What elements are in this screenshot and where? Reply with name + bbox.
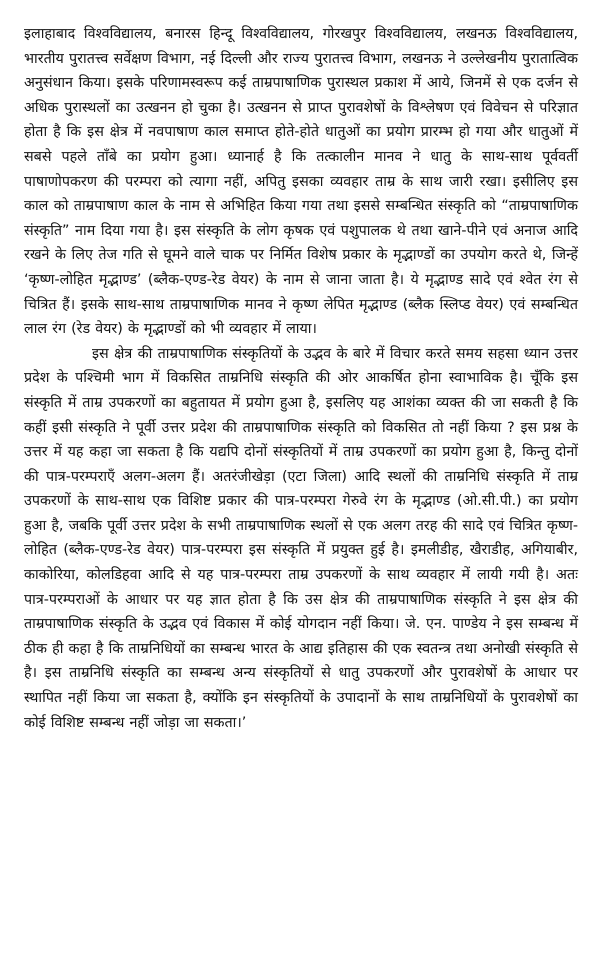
paragraph-intro: इलाहाबाद विश्वविद्यालय, बनारस हिन्दू विश्वविद्यालय, गोरखपुर विश्वविद्यालय, लखनऊ विश्वविद्यालय, भारतीय पुरातत्त्व सर्वेक्षण विभाग, नई दिल्ली और राज्य पुरातत्त्व विभाग, लखनऊ ने उल्लेखनीय पुरातात्विक अनुसंधान किया। इसके परिणामस्वरूप कई ताम्रपाषाणिक पुरास्थल प्रकाश में आये, जिनमें से एक दर्जन से अधिक पुरास्थलों का उत्खनन हो चुका है। उत्खनन से प्राप्त पुरावशेषों के विश्लेषण एवं विवेचन से परिज्ञात होता है कि इस क्षेत्र में नवपाषाण काल समाप्त होते-होते धातुओं का प्रयोग प्रारम्भ हो गया और धातुओं में सबसे पहले ताँबे का प्रयोग हुआ। ध्यानार्ह है कि तत्कालीन मानव ने धातु के साथ-साथ पूर्ववर्ती पाषाणोपकरण की परम्परा को त्यागा नहीं, अपितु इसका व्यवहार ताम्र के साथ जारी रखा। इसीलिए इस काल को ताम्रपाषाण काल के नाम से अभिहित किया गया तथा इससे सम्बन्धित संस्कृति को “ताम्रपाषाणिक संस्कृति” नाम दिया गया है। इस संस्कृति के लोग कृषक एवं पशुपालक थे तथा खाने-पीने एवं अनाज आदि रखने के लिए तेज गति से घूमने वाले चाक पर निर्मित विशेष प्रकार के मृद्भाण्डों का उपयोग करते थे, जिन्हें ‘कृष्ण-लोहित मृद्भाण्ड’ (ब्लैक-एण्ड-रेड वेयर) के नाम से जाना जाता है। ये मृद्भाण्ड सादे एवं श्वेत रंग से चित्रित हैं। इसके साथ-साथ ताम्रपाषाणिक मानव ने कृष्ण लेपित मृद्भाण्ड (ब्लैक स्लिप्ड वेयर) एवं सम्बन्धित लाल रंग (रेड वेयर) के मृद्भाण्डों को भी व्यवहार में लाया। — [24, 26, 578, 338]
paragraph-origin-discussion: इस क्षेत्र की ताम्रपाषाणिक संस्कृतियों के उद्भव के बारे में विचार करते समय सहसा ध्यान उत्तर प्रदेश के पश्चिमी भाग में विकसित ताम्रनिधि संस्कृति की ओर आकर्षित होना स्वाभाविक है। चूँकि इस संस्कृति में ताम्र उपकरणों का बहुतायत में प्रयोग हुआ है, इसलिए यह आशंका व्यक्त की जा सकती है कि कहीं इसी संस्कृति ने पूर्वी उत्तर प्रदेश की ताम्रपाषाणिक संस्कृति को विकसित तो नहीं किया ? इस प्रश्न के उत्तर में यह कहा जा सकता है कि यद्यपि दोनों संस्कृतियों में ताम्र उपकरणों का प्रयोग हुआ है, किन्तु दोनों की पात्र-परम्पराएँ अलग-अलग हैं। अतरंजीखेड़ा (एटा जिला) आदि स्थलों की ताम्रनिधि संस्कृति में ताम्र उपकरणों के साथ-साथ एक विशिष्ट प्रकार की पात्र-परम्परा गेरुवे रंग के मृद्भाण्ड (ओ.सी.पी.) का प्रयोग हुआ है, जबकि पूर्वी उत्तर प्रदेश के सभी ताम्रपाषाणिक स्थलों से एक अलग तरह की सादे एवं चित्रित कृष्ण-लोहित (ब्लैक-एण्ड-रेड वेयर) पात्र-परम्परा इस संस्कृति में प्रयुक्त हुई है। इमलीडीह, खैराडीह, अगियाबीर, काकोरिया, कोलडिहवा आदि से यह पात्र-परम्परा ताम्र उपकरणों के साथ व्यवहार में लायी गयी है। अतः पात्र-परम्पराओं के आधार पर यह ज्ञात होता है कि उस क्षेत्र की ताम्रपाषाणिक संस्कृति ने इस क्षेत्र की ताम्रपाषाणिक संस्कृति के उद्भव एवं विकास में कोई योगदान नहीं किया। जे. एन. पाण्डेय ने इस सम्बन्ध में ठीक ही कहा है कि ताम्रनिधियों का सम्बन्ध भारत के आद्य इतिहास की एक स्वतन्त्र तथा अनोखी संस्कृति से है। इस ताम्रनिधि संस्कृति का सम्बन्ध अन्य संस्कृतियों से धातु उपकरणों और पुरावशेषों के आधार पर स्थापित नहीं किया जा सकता है, क्योंकि इन संस्कृतियों के उपादानों के साथ ताम्रनिधियों के पुरावशेषों का कोई विशिष्ट सम्बन्ध नहीं जोड़ा जा सकता।’ — [24, 345, 578, 731]
